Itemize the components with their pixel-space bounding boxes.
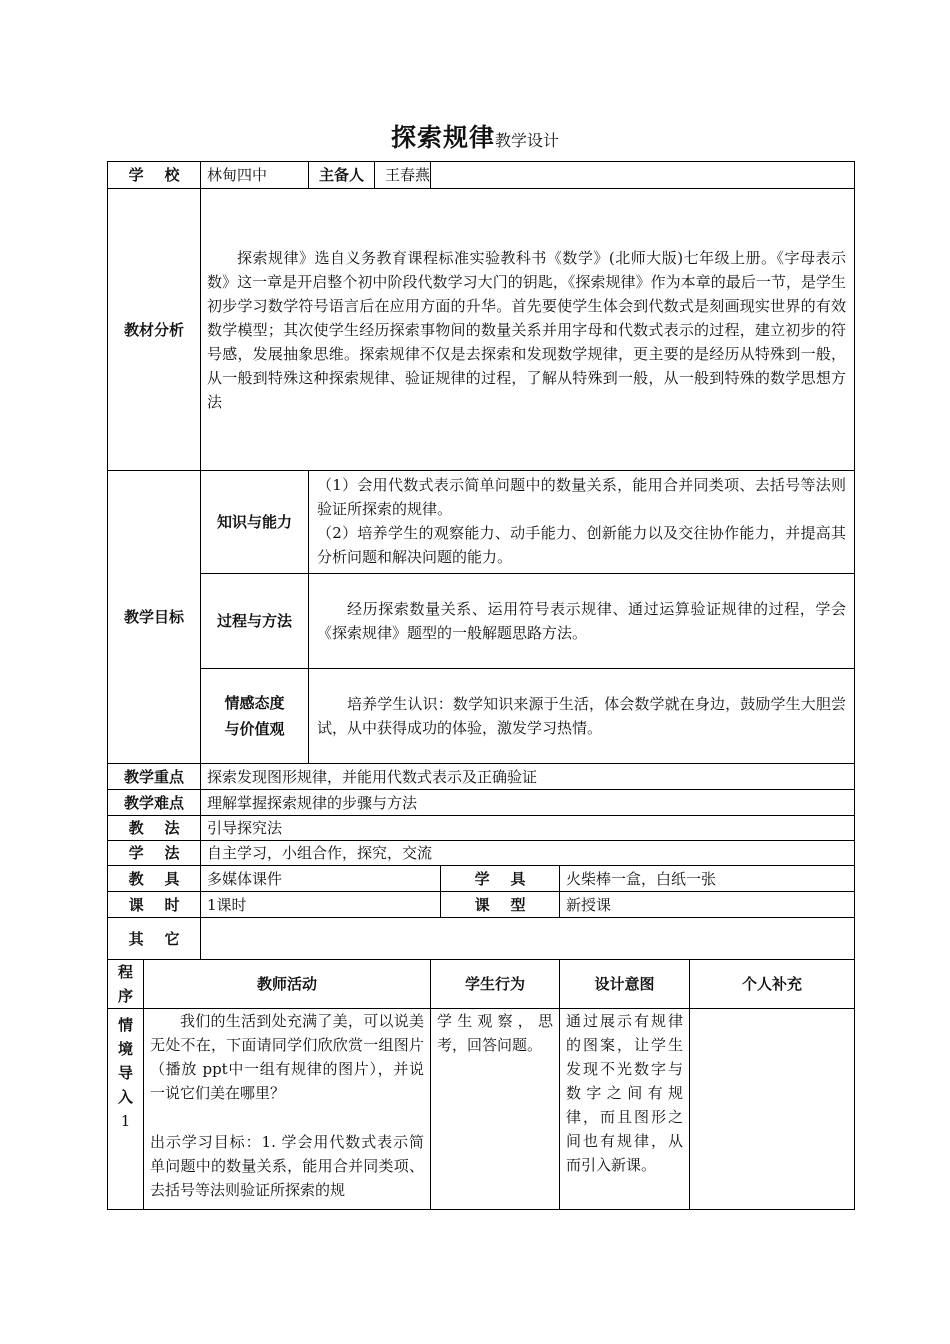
- learn-method-label: 学 法: [108, 841, 201, 866]
- key-point-value: 探索发现图形规律，并能用代数式表示及正确验证: [201, 764, 855, 790]
- step-name-char-2: 境: [117, 1040, 133, 1058]
- process-col-extra: 个人补充: [690, 960, 855, 1009]
- lesson-type-label: 课 型: [441, 892, 560, 918]
- step-name-char-1: 情: [117, 1016, 133, 1034]
- emotion-label-line1: 情感态度: [224, 694, 285, 712]
- school-row: [108, 162, 855, 189]
- tools-label: 教 具: [108, 866, 201, 892]
- student-tools-label: 学 具: [441, 866, 560, 892]
- school-value: 林甸四中: [201, 162, 309, 189]
- student-tools-value: 火柴棒一盒，白纸一张: [560, 866, 855, 892]
- goal-emotion-row: [108, 669, 855, 764]
- teach-method-row: [108, 816, 855, 841]
- preparer-value: 王春燕: [374, 162, 430, 188]
- process-header-row: [108, 960, 855, 1009]
- learn-method-value: 自主学习，小组合作，探究，交流: [201, 841, 855, 866]
- school-row-blank: [431, 162, 855, 189]
- step-row: [108, 1009, 855, 1210]
- knowledge-label: 知识与能力: [201, 471, 309, 574]
- lesson-plan-table: [107, 161, 855, 1210]
- process-col-student: 学生行为: [431, 960, 560, 1009]
- teacher-activity-p2: 出示学习目标：1. 学会用代数式表示简单问题中的数量关系，能用合并同类项、去括号等法则验证所探索的规: [150, 1133, 425, 1199]
- knowledge-item-2: （2）培养学生的观察能力、动手能力、创新能力以及交往协作能力，并提高其分析问题和解决问题的能力。: [317, 524, 847, 566]
- school-label: 学 校: [108, 162, 201, 189]
- hours-label: 课 时: [108, 892, 201, 918]
- emotion-label: [201, 669, 309, 764]
- other-value: [201, 918, 855, 960]
- design-intent: 通过展示有规律的图案，让学生发现不光数字与数字之间有规律，而且图形之间也有规律，从而引入新课。: [560, 1009, 690, 1210]
- learn-method-row: [108, 841, 855, 866]
- process-col-step-b: 序: [117, 987, 133, 1005]
- teach-method-label: 教 法: [108, 816, 201, 841]
- teacher-activity-gap: [150, 1105, 424, 1130]
- analysis-label: 教材分析: [108, 189, 201, 471]
- preparer-label: 主备人: [319, 166, 365, 184]
- teach-method-value: 引导探究法: [201, 816, 855, 841]
- step-name-char-3: 导: [117, 1064, 133, 1082]
- lesson-type-value: 新授课: [560, 892, 855, 918]
- hours-value: 1课时: [201, 892, 441, 918]
- tools-value: 多媒体课件: [201, 866, 441, 892]
- analysis-row: [108, 189, 855, 471]
- hours-row: [108, 892, 855, 918]
- teacher-activity: [144, 1009, 431, 1210]
- knowledge-item-1: （1）会用代数式表示简单问题中的数量关系，能用合并同类项、去括号等法则验证所探索的规律。: [317, 476, 847, 518]
- step-name-char-5: 1: [120, 1112, 131, 1130]
- other-row: [108, 918, 855, 960]
- step-name-char-4: 入: [117, 1088, 133, 1106]
- difficulty-row: [108, 790, 855, 816]
- preparer-label-cell: [309, 162, 431, 189]
- process-label: 过程与方法: [201, 574, 309, 669]
- process-text: 经历探索数量关系、运用符号表示规律、通过运算验证规律的过程，学会《探索规律》题型的一般解题思路方法。: [309, 574, 855, 669]
- other-label: 其 它: [108, 918, 201, 960]
- process-col-intent: 设计意图: [560, 960, 690, 1009]
- title-suffix: 教学设计: [495, 131, 560, 150]
- difficulty-value: 理解掌握探索规律的步骤与方法: [201, 790, 855, 816]
- emotion-text: 培养学生认识：数学知识来源于生活，体会数学就在身边，鼓励学生大胆尝试，从中获得成功的体验，激发学习热情。: [309, 669, 855, 764]
- analysis-text: 探索规律》选自义务教育课程标准实验教科书《数学》(北师大版)七年级上册。《字母表示数》这一章是开启整个初中阶段代数学习大门的钥匙，《探索规律》作为本章的最后一节，是学生初步学习数学符号语言后在应用方面的升华。首先要使学生体会到代数式是刻画现实世界的有效数学模型；其次使学生经历探索事物间的数量关系并用字母和代数式表示的过程，建立初步的符号感，发展抽象思维。探索规律不仅是去探索和发现数学规律，更主要的是经历从特殊到一般，从一般到特殊这种探索规律、验证规律的过程，了解从特殊到一般，从一般到特殊的数学思想方法: [201, 189, 855, 471]
- personal-extra: [690, 1009, 855, 1210]
- student-behavior: 学生观察，思考，回答问题。: [431, 1009, 560, 1210]
- page-title: [0, 118, 950, 154]
- step-name: [108, 1009, 144, 1210]
- title-main: 探索规律: [390, 123, 495, 152]
- key-point-row: [108, 764, 855, 790]
- process-col-step: [108, 960, 144, 1009]
- goals-label: 教学目标: [108, 471, 201, 764]
- goal-knowledge-row: [108, 471, 855, 574]
- process-col-teacher: 教师活动: [144, 960, 431, 1009]
- difficulty-label: 教学难点: [108, 790, 201, 816]
- tools-row: [108, 866, 855, 892]
- knowledge-text: [309, 471, 855, 574]
- key-point-label: 教学重点: [108, 764, 201, 790]
- process-col-step-a: 程: [117, 963, 133, 981]
- emotion-label-line2: 与价值观: [224, 720, 285, 738]
- teacher-activity-p1: 我们的生活到处充满了美，可以说美无处不在，下面请同学们欣欣赏一组图片（播放 ppt中一组有规律的图片），并说一说它们美在哪里？: [150, 1012, 425, 1102]
- goal-process-row: [108, 574, 855, 669]
